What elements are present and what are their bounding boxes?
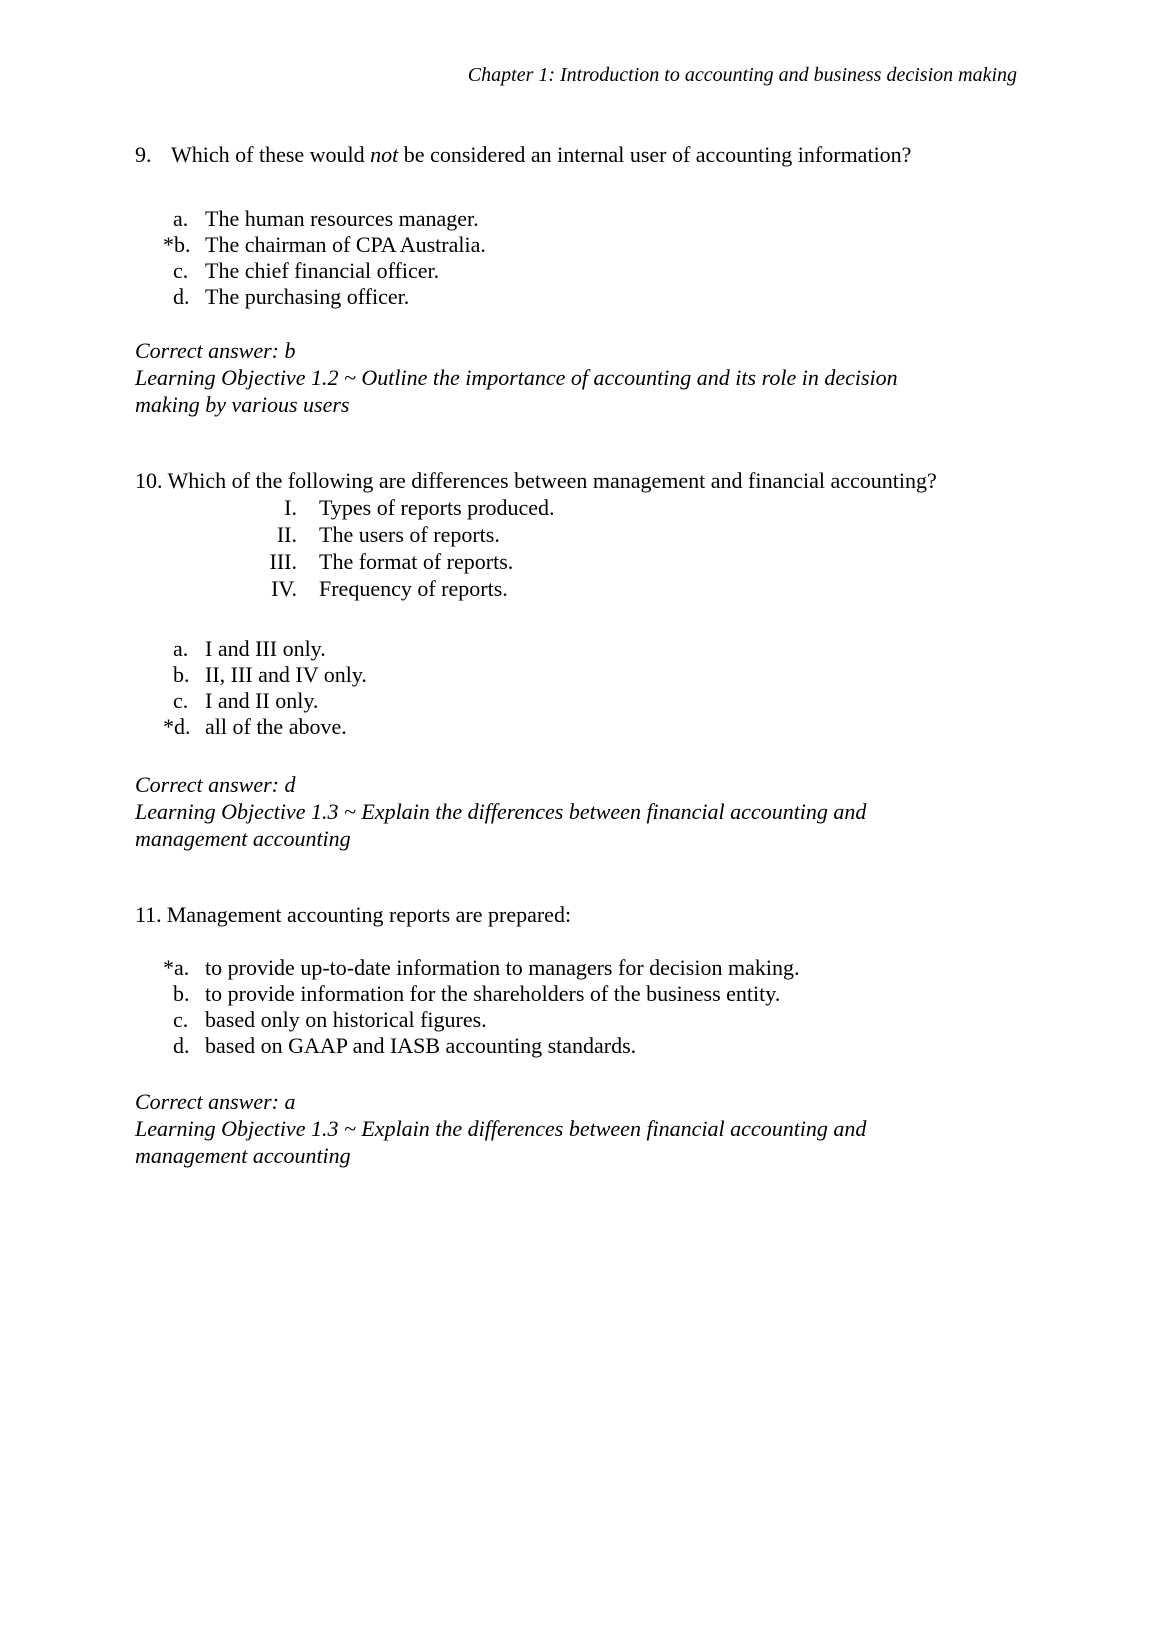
question-9-answer bbox=[135, 337, 1017, 418]
learning-objective-line: Learning Objective 1.3 ~ Explain the differences between financial accounting and bbox=[135, 1116, 867, 1141]
option-label: c. bbox=[173, 688, 189, 713]
question-11-answer bbox=[135, 1088, 1017, 1169]
question-text: Management accounting reports are prepared: bbox=[166, 902, 572, 927]
option-text: to provide up-to-date information to managers for decision making. bbox=[205, 955, 800, 980]
option-row bbox=[163, 714, 1017, 740]
option-row bbox=[163, 662, 1017, 688]
subitem-row bbox=[135, 548, 1017, 575]
subitem-numeral: IV. bbox=[271, 576, 297, 601]
option-row bbox=[163, 1033, 1017, 1059]
option-text: to provide information for the shareholders of the business entity. bbox=[205, 981, 781, 1006]
question-10-text bbox=[135, 468, 1017, 494]
question-10 bbox=[135, 468, 1017, 852]
option-label: d. bbox=[173, 1033, 190, 1058]
option-label: c. bbox=[173, 258, 189, 283]
option-label: a. bbox=[173, 636, 189, 661]
question-number: 11. bbox=[135, 902, 162, 927]
option-label: *d. bbox=[163, 714, 191, 739]
correct-answer: Correct answer: d bbox=[135, 772, 296, 797]
question-number: 10. bbox=[135, 468, 163, 493]
question-10-subitems bbox=[135, 494, 1017, 602]
subitem-row bbox=[135, 521, 1017, 548]
option-text: The purchasing officer. bbox=[205, 284, 410, 309]
question-9-options bbox=[163, 206, 1017, 310]
option-label: b. bbox=[173, 662, 190, 687]
question-10-options bbox=[163, 636, 1017, 740]
question-11-text bbox=[135, 902, 1017, 928]
question-text-post: be considered an internal user of accounting information? bbox=[398, 142, 912, 167]
subitem-numeral: II. bbox=[276, 522, 297, 547]
option-text: based on GAAP and IASB accounting standards. bbox=[205, 1033, 637, 1058]
correct-answer: Correct answer: a bbox=[135, 1089, 296, 1114]
option-row bbox=[163, 206, 1017, 232]
option-label: c. bbox=[173, 1007, 189, 1032]
option-row bbox=[163, 955, 1017, 981]
option-text: The chairman of CPA Australia. bbox=[205, 232, 486, 257]
correct-answer: Correct answer: b bbox=[135, 338, 296, 363]
subitem-text: The users of reports. bbox=[319, 522, 500, 547]
question-text-italic: not bbox=[370, 142, 399, 167]
subitem-row bbox=[135, 575, 1017, 602]
subitem-row bbox=[135, 494, 1017, 521]
subitem-text: Types of reports produced. bbox=[319, 495, 555, 520]
subitem-numeral: I. bbox=[284, 495, 297, 520]
option-text: The chief financial officer. bbox=[205, 258, 440, 283]
option-row bbox=[163, 284, 1017, 310]
learning-objective-line: Learning Objective 1.2 ~ Outline the importance of accounting and its role in decision bbox=[135, 365, 898, 390]
subitem-text: Frequency of reports. bbox=[319, 576, 508, 601]
option-row bbox=[163, 981, 1017, 1007]
option-row bbox=[163, 1007, 1017, 1033]
question-text-pre: Which of these would bbox=[171, 142, 371, 167]
chapter-header: Chapter 1: Introduction to accounting and business decision making bbox=[467, 64, 1017, 86]
option-row bbox=[163, 636, 1017, 662]
subitem-text: The format of reports. bbox=[319, 549, 514, 574]
option-text: II, III and IV only. bbox=[205, 662, 367, 687]
option-label: b. bbox=[173, 981, 190, 1006]
option-label: *b. bbox=[163, 232, 191, 257]
option-row bbox=[163, 232, 1017, 258]
question-number: 9. bbox=[135, 142, 152, 167]
option-row bbox=[163, 258, 1017, 284]
option-text: based only on historical figures. bbox=[205, 1007, 487, 1032]
question-9-text bbox=[135, 142, 1017, 168]
learning-objective-line: management accounting bbox=[135, 826, 351, 851]
option-label: d. bbox=[173, 284, 190, 309]
option-row bbox=[163, 688, 1017, 714]
option-text: I and II only. bbox=[205, 688, 319, 713]
learning-objective-line: Learning Objective 1.3 ~ Explain the differences between financial accounting and bbox=[135, 799, 867, 824]
option-text: The human resources manager. bbox=[205, 206, 479, 231]
subitem-numeral: III. bbox=[269, 549, 297, 574]
option-label: a. bbox=[173, 206, 189, 231]
option-text: I and III only. bbox=[205, 636, 326, 661]
question-text: Which of the following are differences between management and financial accounting? bbox=[167, 468, 937, 493]
question-11-options bbox=[163, 955, 1017, 1059]
learning-objective-line: management accounting bbox=[135, 1143, 351, 1168]
question-9 bbox=[135, 142, 1017, 418]
question-10-answer bbox=[135, 771, 1017, 852]
option-text: all of the above. bbox=[205, 714, 347, 739]
question-11 bbox=[135, 902, 1017, 1169]
learning-objective-line: making by various users bbox=[135, 392, 350, 417]
option-label: *a. bbox=[163, 955, 190, 980]
